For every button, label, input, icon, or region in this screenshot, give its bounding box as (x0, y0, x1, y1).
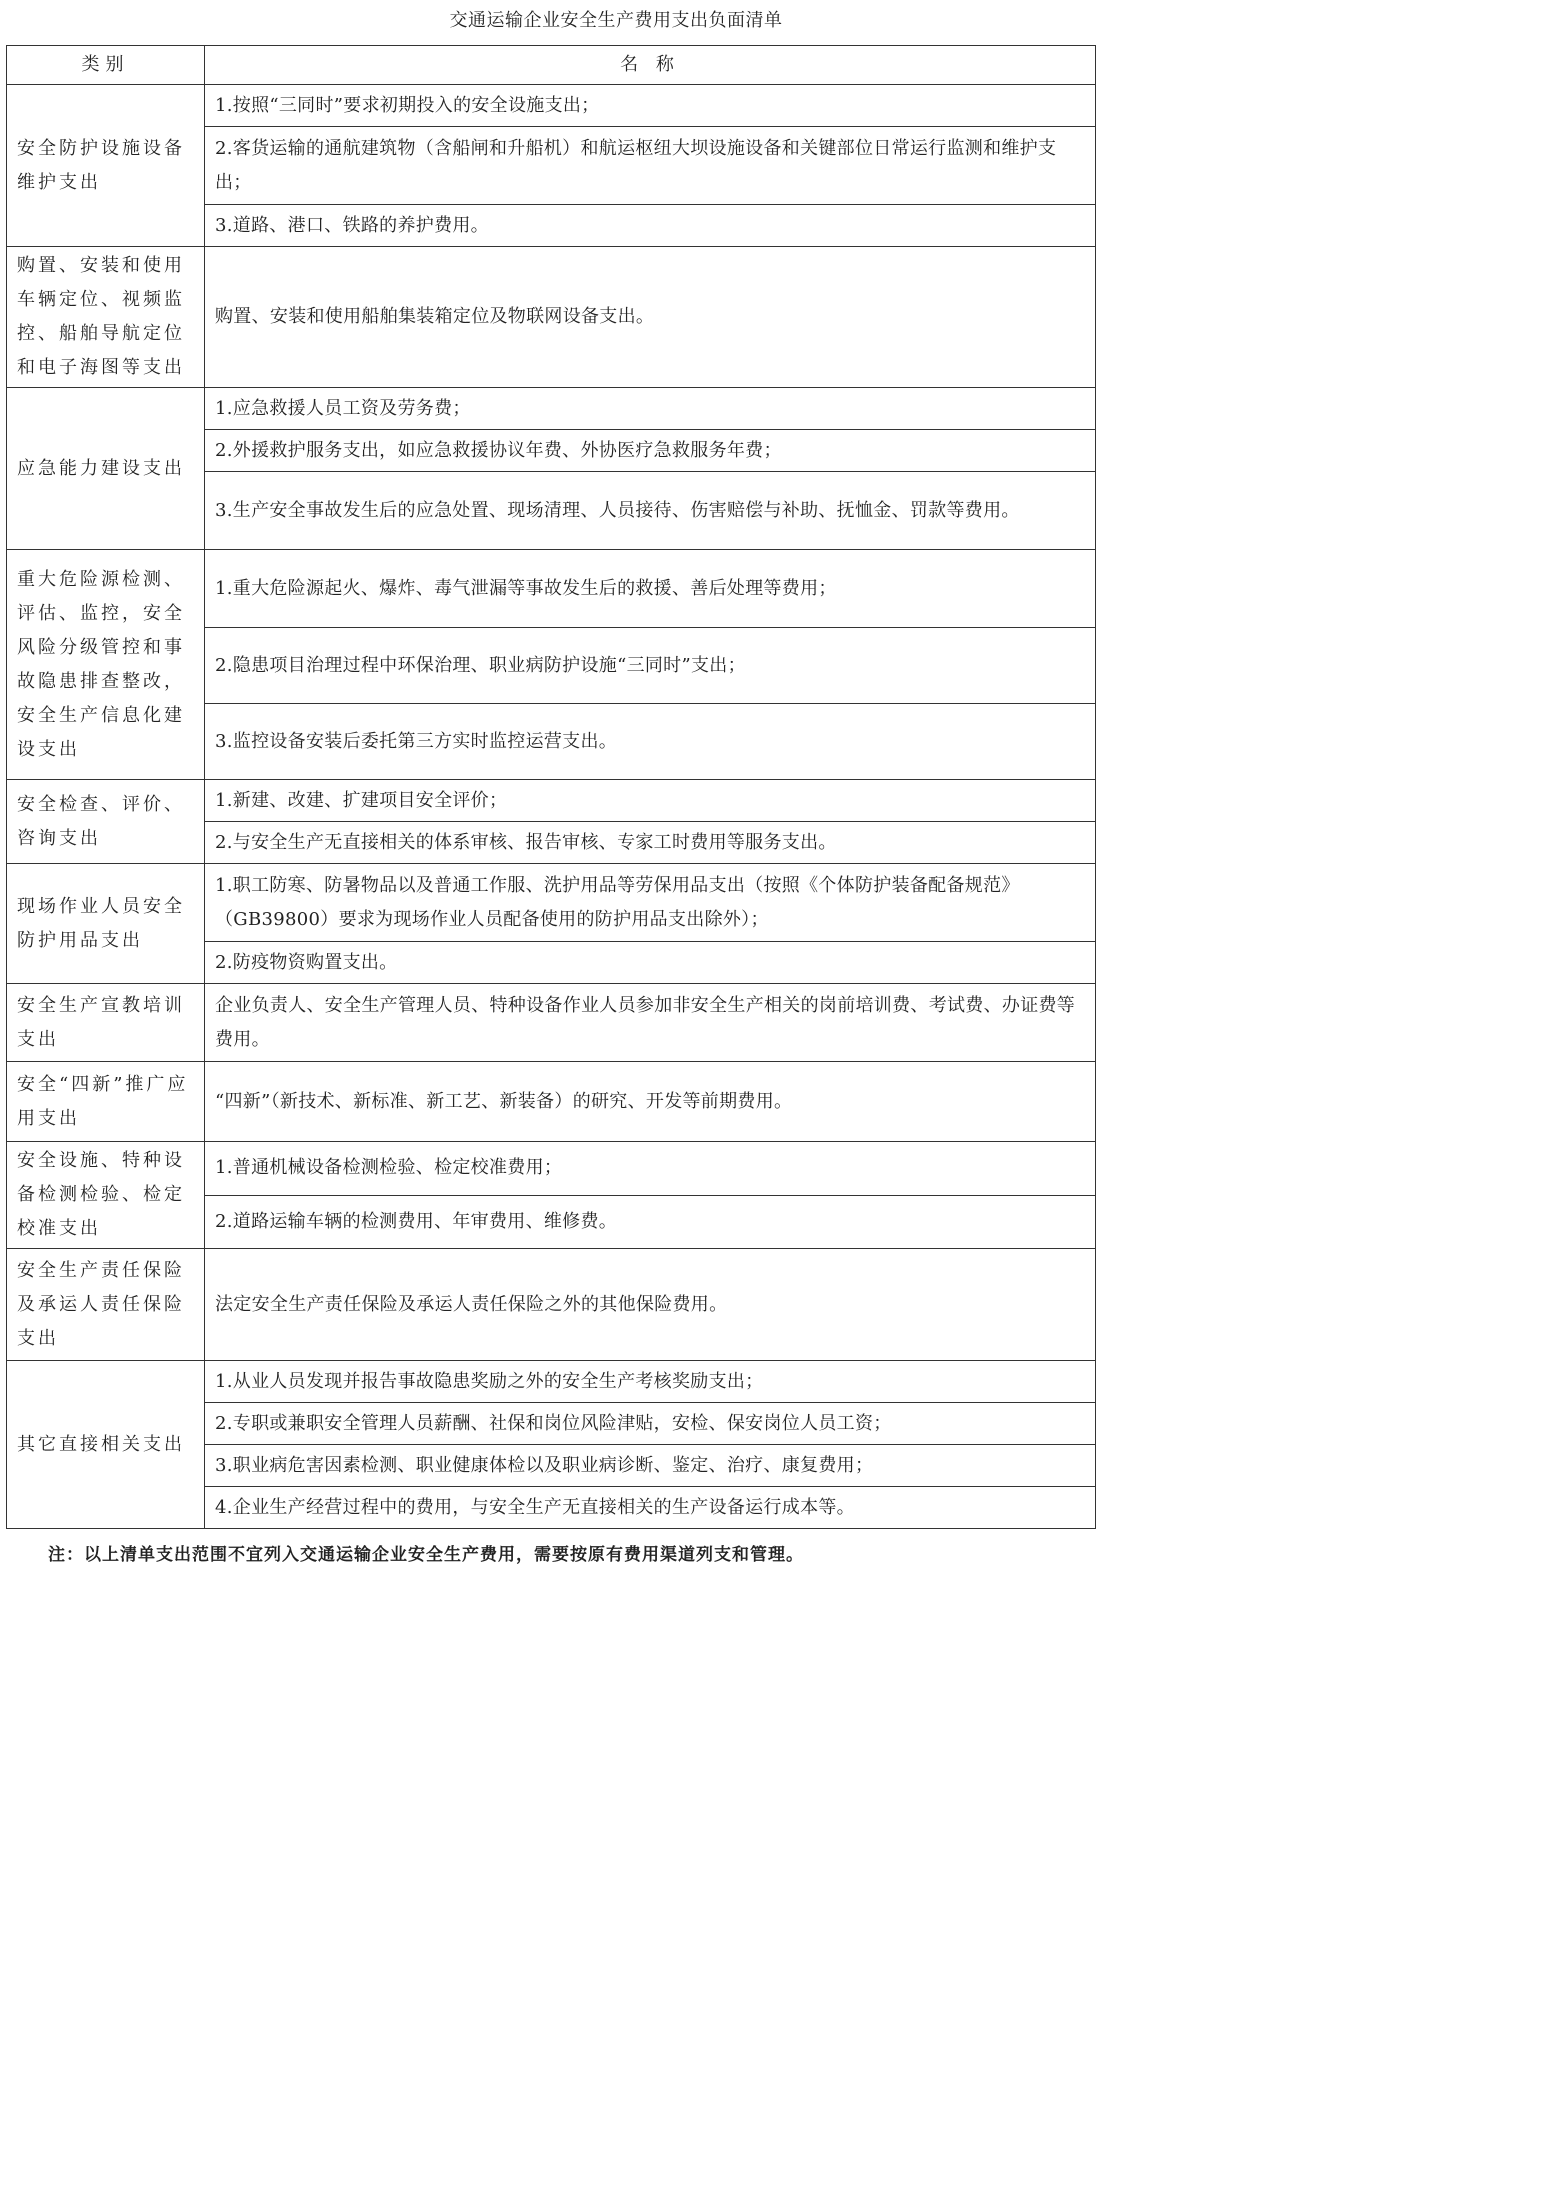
item-cell: 1.从业人员发现并报告事故隐患奖励之外的安全生产考核奖励支出； (205, 1361, 1096, 1403)
item-cell: 1.按照“三同时”要求初期投入的安全设施支出； (205, 85, 1096, 127)
item-cell: 3.道路、港口、铁路的养护费用。 (205, 205, 1096, 247)
table-row (7, 388, 1096, 430)
category-cell: 安全生产责任保险及承运人责任保险支出 (7, 1249, 205, 1361)
item-cell: 购置、安装和使用船舶集装箱定位及物联网设备支出。 (205, 247, 1096, 388)
item-cell: 2.隐患项目治理过程中环保治理、职业病防护设施“三同时”支出； (205, 628, 1096, 704)
item-cell: 2.外援救护服务支出，如应急救援协议年费、外协医疗急救服务年费； (205, 430, 1096, 472)
category-cell: 安全“四新”推广应用支出 (7, 1062, 205, 1142)
footnote: 注：以上清单支出范围不宜列入交通运输企业安全生产费用，需要按原有费用渠道列支和管理。 (48, 1545, 804, 1565)
category-cell: 安全防护设施设备维护支出 (7, 85, 205, 247)
item-cell: 1.新建、改建、扩建项目安全评价； (205, 780, 1096, 822)
item-cell: 企业负责人、安全生产管理人员、特种设备作业人员参加非安全生产相关的岗前培训费、考试费、办证费等费用。 (205, 984, 1096, 1062)
table-row (7, 1142, 1096, 1196)
document-title: 交通运输企业安全生产费用支出负面清单 (449, 10, 783, 31)
category-cell: 购置、安装和使用车辆定位、视频监控、船舶导航定位和电子海图等支出 (7, 247, 205, 388)
table-row (7, 550, 1096, 628)
item-cell: 法定安全生产责任保险及承运人责任保险之外的其他保险费用。 (205, 1249, 1096, 1361)
category-cell: 应急能力建设支出 (7, 388, 205, 550)
item-cell: 3.监控设备安装后委托第三方实时监控运营支出。 (205, 704, 1096, 780)
item-cell: 2.防疫物资购置支出。 (205, 942, 1096, 984)
item-cell: 2.道路运输车辆的检测费用、年审费用、维修费。 (205, 1195, 1096, 1249)
item-cell: “四新”（新技术、新标准、新工艺、新装备）的研究、开发等前期费用。 (205, 1062, 1096, 1142)
table-row (7, 984, 1096, 1062)
table-row (7, 864, 1096, 942)
table-row (7, 1062, 1096, 1142)
item-cell: 1.应急救援人员工资及劳务费； (205, 388, 1096, 430)
category-cell: 其它直接相关支出 (7, 1361, 205, 1529)
item-cell: 3.职业病危害因素检测、职业健康体检以及职业病诊断、鉴定、治疗、康复费用； (205, 1445, 1096, 1487)
table-row (7, 85, 1096, 127)
item-cell: 1.重大危险源起火、爆炸、毒气泄漏等事故发生后的救援、善后处理等费用； (205, 550, 1096, 628)
item-cell: 1.普通机械设备检测检验、检定校准费用； (205, 1142, 1096, 1196)
header-row (7, 46, 1096, 85)
table-row (7, 1361, 1096, 1403)
category-cell: 安全检查、评价、咨询支出 (7, 780, 205, 864)
item-cell: 1.职工防寒、防暑物品以及普通工作服、洗护用品等劳保用品支出（按照《个体防护装备配备规范》（GB39800）要求为现场作业人员配备使用的防护用品支出除外）； (205, 864, 1096, 942)
item-cell: 2.专职或兼职安全管理人员薪酬、社保和岗位风险津贴，安检、保安岗位人员工资； (205, 1403, 1096, 1445)
item-cell: 4.企业生产经营过程中的费用，与安全生产无直接相关的生产设备运行成本等。 (205, 1487, 1096, 1529)
header-name: 名 称 (205, 46, 1096, 85)
category-cell: 安全设施、特种设备检测检验、检定校准支出 (7, 1142, 205, 1249)
category-cell: 重大危险源检测、评估、监控，安全风险分级管控和事故隐患排查整改，安全生产信息化建设支出 (7, 550, 205, 780)
item-cell: 2.与安全生产无直接相关的体系审核、报告审核、专家工时费用等服务支出。 (205, 822, 1096, 864)
header-category: 类别 (7, 46, 205, 85)
table-row (7, 247, 1096, 388)
table-row (7, 1249, 1096, 1361)
negative-list-table (6, 45, 1096, 1529)
item-cell: 3.生产安全事故发生后的应急处置、现场清理、人员接待、伤害赔偿与补助、抚恤金、罚款等费用。 (205, 472, 1096, 550)
category-cell: 现场作业人员安全防护用品支出 (7, 864, 205, 984)
category-cell: 安全生产宣教培训支出 (7, 984, 205, 1062)
table-row (7, 780, 1096, 822)
item-cell: 2.客货运输的通航建筑物（含船闸和升船机）和航运枢纽大坝设施设备和关键部位日常运行监测和维护支出； (205, 127, 1096, 205)
